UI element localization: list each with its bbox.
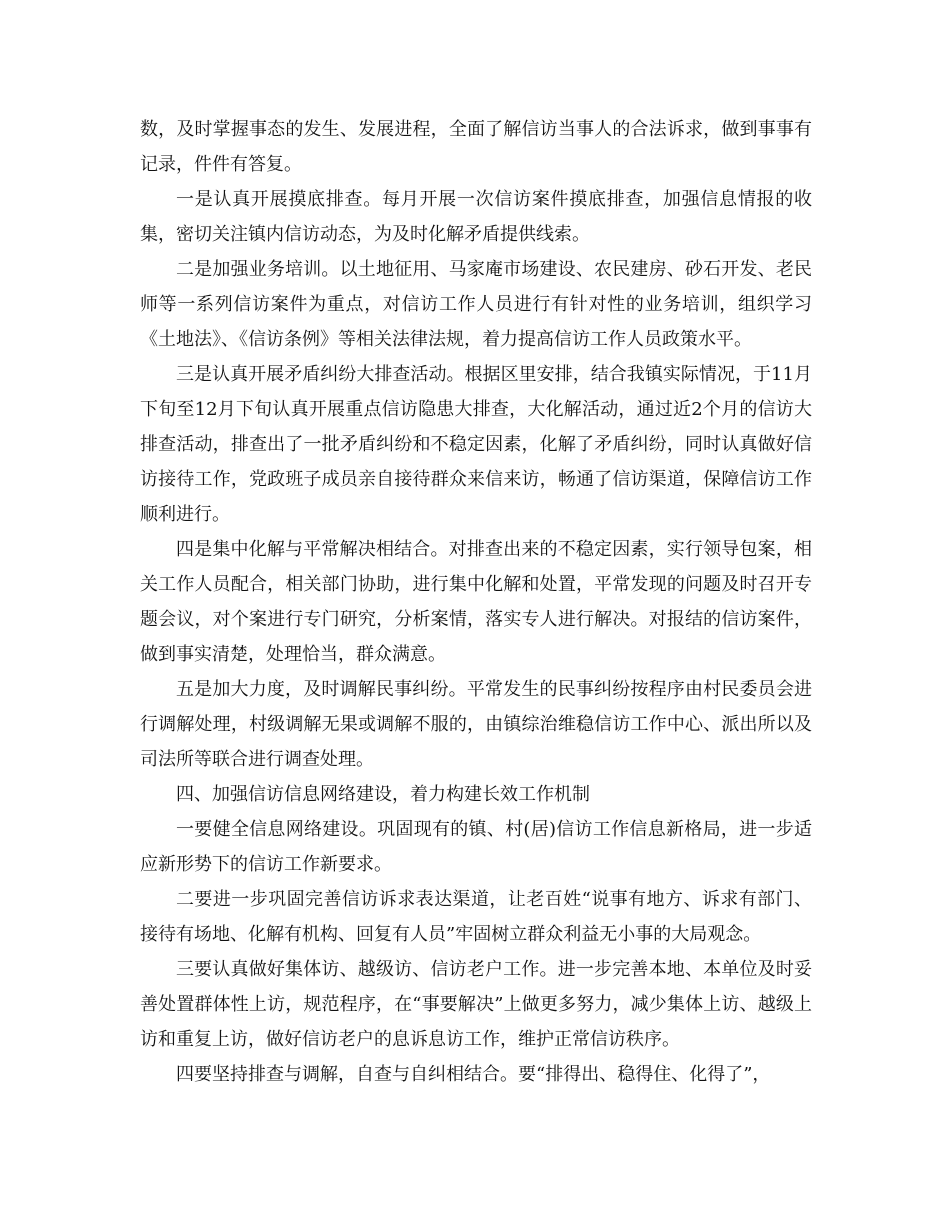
paragraph-investigation: 一是认真开展摸底排查。每月开展一次信访案件摸底排查，加强信息情报的收集，密切关注镇内信访动态，为及时化解矛盾提供线索。 xyxy=(140,189,812,245)
paragraph-training: 二是加强业务培训。以土地征用、马家庵市场建设、农民建房、砂石开发、老民师等一系列信访案件为重点，对信访工作人员进行有针对性的业务培训，组织学习《土地法》、《信访条例》等相关法律法规，着力提高信访工作人员政策水平。 xyxy=(140,259,812,350)
paragraph-network-building: 一要健全信息网络建设。巩固现有的镇、村(居)信访工作信息新格局，进一步适应新形势下的信访工作新要求。 xyxy=(140,819,812,875)
section-heading: 四、加强信访信息网络建设，着力构建长效工作机制 xyxy=(176,784,590,805)
paragraph-dispute-campaign: 三是认真开展矛盾纠纷大排查活动。根据区里安排，结合我镇实际情况，于11月下旬至12月下旬认真开展重点信访隐患大排查，大化解活动，通过近2个月的信访大排查活动，排查出了一批矛盾纠纷和不稳定因素，化解了矛盾纠纷，同时认真做好信访接待工作，党政班子成员亲自接待群众来信来访，畅通了信访渠道，保障信访工作顺利进行。 xyxy=(140,364,812,525)
paragraph-civil-mediation: 五是加大力度，及时调解民事纠纷。平常发生的民事纠纷按程序由村民委员会进行调解处理，村级调解无果或调解不服的，由镇综治维稳信访工作中心、派出所以及司法所等联合进行调查处理。 xyxy=(140,679,812,770)
paragraph-collective-petitions: 三要认真做好集体访、越级访、信访老户工作。进一步完善本地、本单位及时妥善处置群体性上访，规范程序，在“事要解决”上做更多努力，减少集体上访、越级上访和重复上访，做好信访老户的息诉息访工作，维护正常信访秩序。 xyxy=(140,959,812,1050)
paragraph-channels: 二要进一步巩固完善信访诉求表达渠道，让老百姓“说事有地方、诉求有部门、接待有场地、化解有机构、回复有人员”牢固树立群众利益无小事的大局观念。 xyxy=(140,889,812,945)
paragraph-self-check: 四要坚持排查与调解，自查与自纠相结合。要“排得出、稳得住、化得了”， xyxy=(176,1064,771,1085)
paragraph-continuation: 数，及时掌握事态的发生、发展进程，全面了解信访当事人的合法诉求，做到事事有记录，件件有答复。 xyxy=(140,119,812,175)
paragraph-concentrated-resolution: 四是集中化解与平常解决相结合。对排查出来的不稳定因素，实行领导包案，相关工作人员配合，相关部门协助，进行集中化解和处置，平常发现的问题及时召开专题会议，对个案进行专门研究，分析案情，落实专人进行解决。对报结的信访案件，做到事实清楚，处理恰当，群众满意。 xyxy=(140,539,812,665)
document-body xyxy=(140,112,812,1092)
